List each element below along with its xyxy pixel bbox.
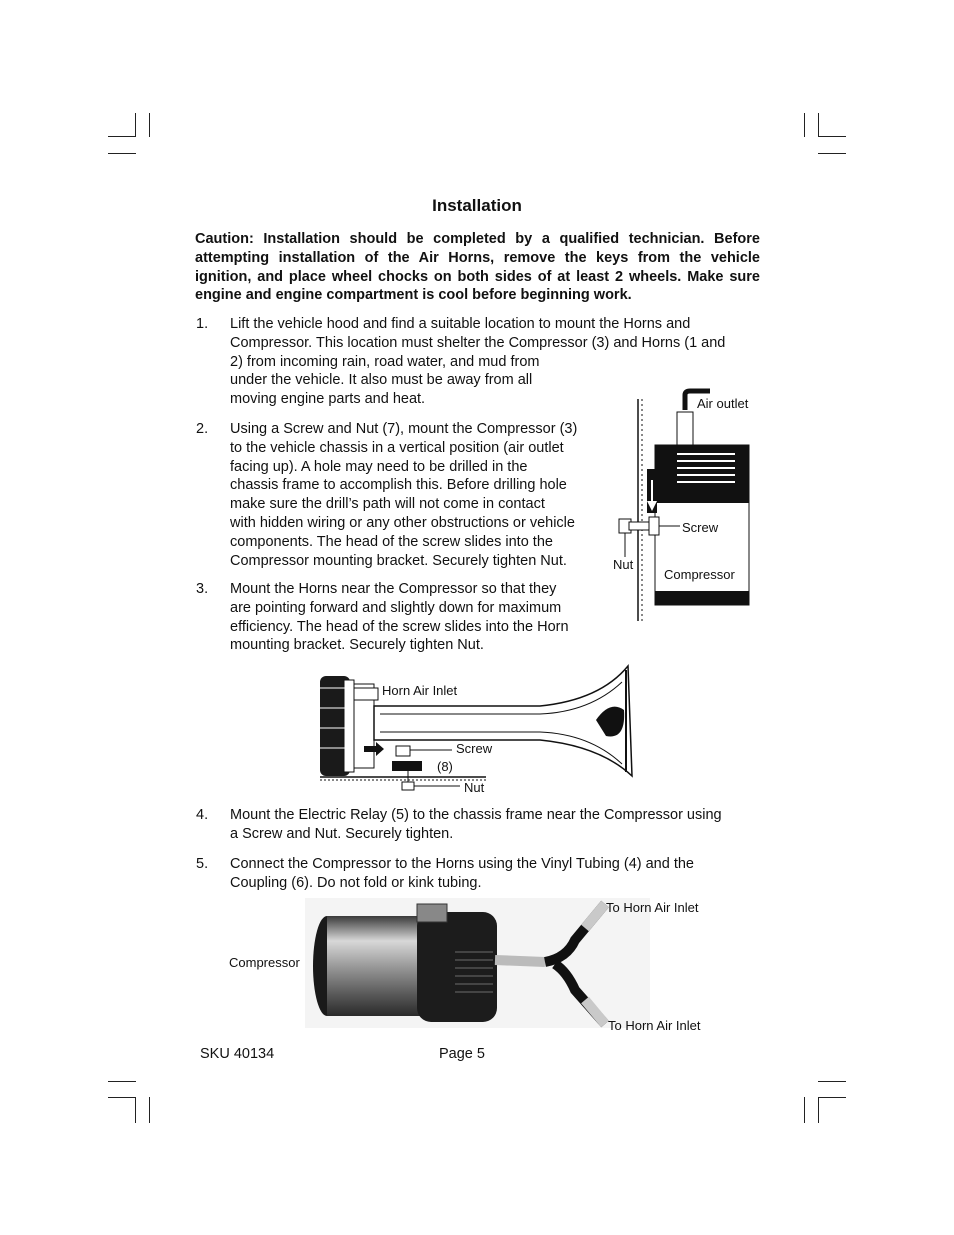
crop-mark (149, 1097, 150, 1123)
step-number: 4. (196, 807, 209, 823)
sku-number: SKU 40134 (200, 1046, 275, 1062)
crop-mark (804, 113, 805, 137)
horn-nut-label: Nut (464, 780, 485, 795)
step-line: under the vehicle. It also must be away from all (230, 372, 533, 389)
crop-mark (818, 1081, 846, 1082)
part-number-label: (8) (437, 759, 453, 774)
tubing-photo (305, 898, 650, 1028)
step-text (230, 855, 770, 893)
step-line: Lift the vehicle hood and find a suitable location to mount the Horns and (230, 316, 691, 332)
crop-mark (818, 153, 846, 154)
crop-mark (108, 136, 136, 137)
horn-air-inlet-label: Horn Air Inlet (382, 683, 458, 698)
crop-mark (135, 1097, 136, 1123)
step-text (230, 580, 610, 655)
page-title: Installation (432, 196, 522, 215)
step-line: are pointing forward and slightly down for maximum (230, 599, 562, 616)
step-number: 3. (196, 581, 209, 597)
step-line: chassis frame to accomplish this. Before drilling hole (230, 477, 567, 494)
step-line: 2) from incoming rain, road water, and mud from (230, 353, 540, 370)
air-outlet-label: Air outlet (697, 396, 749, 411)
step-line: Compressor mounting bracket. Securely tighten Nut. (230, 552, 567, 569)
crop-mark (108, 1081, 136, 1082)
step-line: efficiency. The head of the screw slides into the Horn (230, 618, 569, 635)
step-line: Mount the Horns near the Compressor so that they (230, 581, 557, 597)
crop-mark (149, 113, 150, 137)
crop-mark (818, 1097, 819, 1123)
step-number: 2. (196, 421, 209, 437)
caution-paragraph: Caution: Installation should be completed by a qualified technician. Before attempting installation of the Air Horns, remove the keys from the vehicle ignition, and place wheel chocks on both sides of at least 2 wheels. Make sure engine and engine compartment is cool before beginning work. (195, 231, 760, 304)
crop-mark (818, 113, 819, 137)
to-horn-inlet-label: To Horn Air Inlet (608, 1018, 701, 1033)
horn-mount-diagram (310, 660, 640, 795)
screw-label: Screw (682, 520, 719, 535)
horn-screw-label: Screw (456, 741, 493, 756)
crop-mark (108, 1097, 136, 1098)
to-horn-inlet-label: To Horn Air Inlet (606, 900, 699, 915)
step-number: 5. (196, 856, 209, 872)
step-line: Connect the Compressor to the Horns using the Vinyl Tubing (4) and the (230, 856, 694, 872)
crop-mark (108, 153, 136, 154)
step-text (230, 806, 770, 844)
tubing-compressor-label: Compressor (229, 955, 300, 970)
step-line: moving engine parts and heat. (230, 391, 426, 408)
step-line: mounting bracket. Securely tighten Nut. (230, 637, 484, 654)
page-number: Page 5 (439, 1046, 485, 1062)
step-line: to the vehicle chassis in a vertical position (air outlet (230, 439, 564, 456)
step-line: components. The head of the screw slides into the (230, 533, 553, 550)
compressor-mount-diagram (605, 385, 765, 630)
step-text (230, 420, 610, 570)
step-line: Coupling (6). Do not fold or kink tubing. (230, 874, 482, 891)
crop-mark (804, 1097, 805, 1123)
step-line: Compressor. This location must shelter the Compressor (3) and Horns (1 and (230, 334, 726, 351)
step-line: with hidden wiring or any other obstructions or vehicle (230, 514, 575, 531)
step-number: 1. (196, 316, 209, 332)
crop-mark (818, 136, 846, 137)
step-line: make sure the drill’s path will not come in contact (230, 496, 545, 513)
compressor-label: Compressor (664, 567, 735, 582)
crop-mark (818, 1097, 846, 1098)
step-line: facing up). A hole may need to be drilled in the (230, 458, 528, 475)
nut-label: Nut (613, 557, 634, 572)
step-line: Mount the Electric Relay (5) to the chassis frame near the Compressor using (230, 807, 722, 823)
step-line: Using a Screw and Nut (7), mount the Compressor (3) (230, 421, 578, 437)
step-line: a Screw and Nut. Securely tighten. (230, 825, 454, 842)
crop-mark (135, 113, 136, 137)
